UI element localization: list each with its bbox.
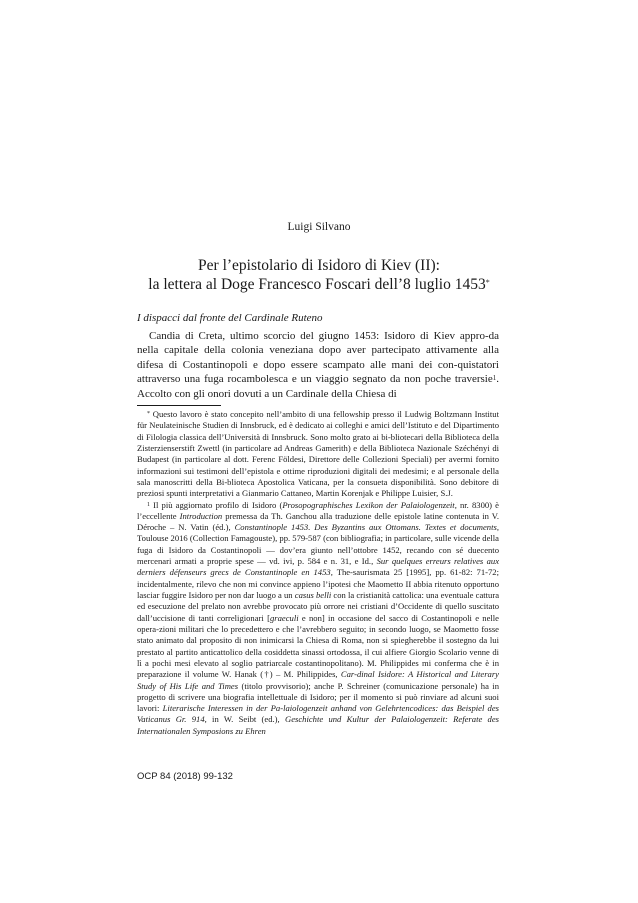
footnotes (137, 409, 499, 737)
article-title (130, 256, 508, 294)
journal-citation: OCP 84 (2018) 99-132 (137, 771, 233, 782)
footnote-ref-1[interactable]: 1 (492, 374, 497, 383)
title-line-1: Per l’epistolario di Isidoro di Kiev (II): (198, 257, 440, 274)
fn1-italic: Constantinople 1453. Des Byzantins aux Ottomans. Textes et documents (234, 522, 497, 533)
fn1-italic: graeculi (269, 612, 299, 623)
footnote-star (137, 409, 499, 500)
footnote-star-text: Questo lavoro è stato concepito nell’ambito di una fellowship presso il Ludwig Boltzmann Institut für Neulateinische Studien di Innsbruck, ed è dedicato ai colleghi e amici dell’Istituto e del Dipartimento di Filologia classica dell’Università di Innsbruck. Sono molto grato ai bi-bliotecari della Biblioteca della Zisterzienserstift Zwettl (in particolare ad Andreas Gamerith) e della Biblioteca Nazionale Széchényi di Budapest (in particolare al dott. Ferenc Földesi, Direttore delle Collezioni Speciali) per avermi fornito informazioni sui testimoni dell’epistola e ottime riproduzioni digitali dei medesimi; e al personale della sala manoscritti della Bi-blioteca Apostolica Vaticana, per la consueta disponibilità. Sono debitore di preziosi spunti interpretativi a Gianmario Cattaneo, Martin Korenjak e Philippe Luisier, S.J. (137, 409, 499, 499)
body-text-b: . Accolto con gli onori dovuti a un Cardinale della Chiesa di (137, 373, 499, 400)
title-footnote-marker[interactable]: * (485, 278, 490, 287)
footnote-1-marker: 1 (147, 501, 150, 508)
fn1-text: premessa da Th. Ganchou alla traduzione delle epistole latine contenuta in V. Déroche – N. Vatin (éd.), (137, 510, 499, 533)
title-line-2: la lettera al Doge Francesco Foscari dell’8 luglio 1453 (148, 276, 486, 293)
fn1-italic: Literarische Interessen in der Pa-laiologenzeit anhand von Gelehrtencodices: das Beispiel des Vaticanus Gr. 914 (137, 703, 499, 725)
fn1-text: Il più aggiornato profilo di Isidoro ( (153, 499, 283, 510)
fn1-text: (titolo provvisorio); anche P. Schreiner (comunicazione personale) ha in progetto di scrivere una biografia intellettuale di Isidoro; per il momento si può rinviare ad alcuni suoi lavori: (137, 680, 499, 714)
footnote-1 (137, 500, 499, 738)
fn1-italic: Introduction (179, 510, 223, 521)
body-paragraph (137, 329, 499, 401)
fn1-italic: Prosopographisches Lexikon der Palaiologenzeit (282, 499, 455, 510)
footnote-star-marker: * (147, 411, 150, 417)
author-name: Luigi Silvano (287, 221, 351, 233)
body-text-a: Candia di Creta, ultimo scorcio del giugno 1453: Isidoro di Kiev appro-da nella capitale della colonia veneziana dopo aver partecipato attivamente alla difesa di Costantinopoli e dopo essere scampato alle mani dei con-quistatori attraverso una fuga rocambolesca e un viaggio segnato da non poche traversie (137, 330, 499, 386)
footnote-separator (137, 405, 221, 406)
fn1-italic: Car-dinal Isidore: A Historical and Literary Study of His Life and Times (137, 669, 499, 691)
fn1-italic: Sur quelques erreurs relatives aux derniers défenseurs grecs de Constantinople en 1453 (137, 556, 500, 578)
fn1-text: con la cristianità cattolica: una eventuale cattura ed esecuzione del prelato non avrebbe provocato più orrore nei cristiani d’Occidente di quello suscitato dall’uccisione di tanti correligionari [ (137, 590, 500, 623)
fn1-italic: Geschichte und Kultur der Palaiologenzeit: Referate des Internationalen Symposions zu Ehren (137, 714, 500, 736)
fn1-text: e non] in occasione del sacco di Costantinopoli e nelle opera-zioni militari che lo precedettero e che l’avrebbero seguito; in secondo luogo, se Maometto fosse stato animato dal proposito di non inimicarsi la Chiesa di Roma, non si spiegherebbe il sostegno da lui prestato al partito anticattolico della cosiddetta sinassi ortodossa, il cui alfiere Giorgio Scolario venne di lì a pochi mesi elevato al soglio patriarcale costantinopolitano). M. Philippides mi conferma che è in preparazione il volume W. Hanak (†) – M. Philippides, (137, 612, 499, 680)
fn1-text: , The-saurismata 25 [1995], pp. 61-82: 71-72; incidentalmente, rilevo che non mi convince appieno l’ipotesi che Maometto II abbia ritenuto opportuno lasciar fuggire Isidoro per non dar luogo a un (137, 567, 499, 600)
fn1-italic: casus belli (294, 590, 332, 600)
fn1-text: , Toulouse 2016 (Collection Famagouste), pp. 579-587 (con bibliografia; in particolare, sulle vicende della fuga di Isidoro da Costantinopoli — dov’era giunto nell’ottobre 1452, recando con sé duecento mercenari armati a proprie spese — vd. ivi, p. 584 e n. 31, e Id., (137, 522, 499, 567)
fn1-text: , in W. Seibt (ed.), (204, 714, 285, 725)
section-heading: I dispacci dal fronte del Cardinale Ruteno (137, 312, 323, 324)
fn1-text: , nr. 8300) è l’eccellente (137, 499, 499, 521)
